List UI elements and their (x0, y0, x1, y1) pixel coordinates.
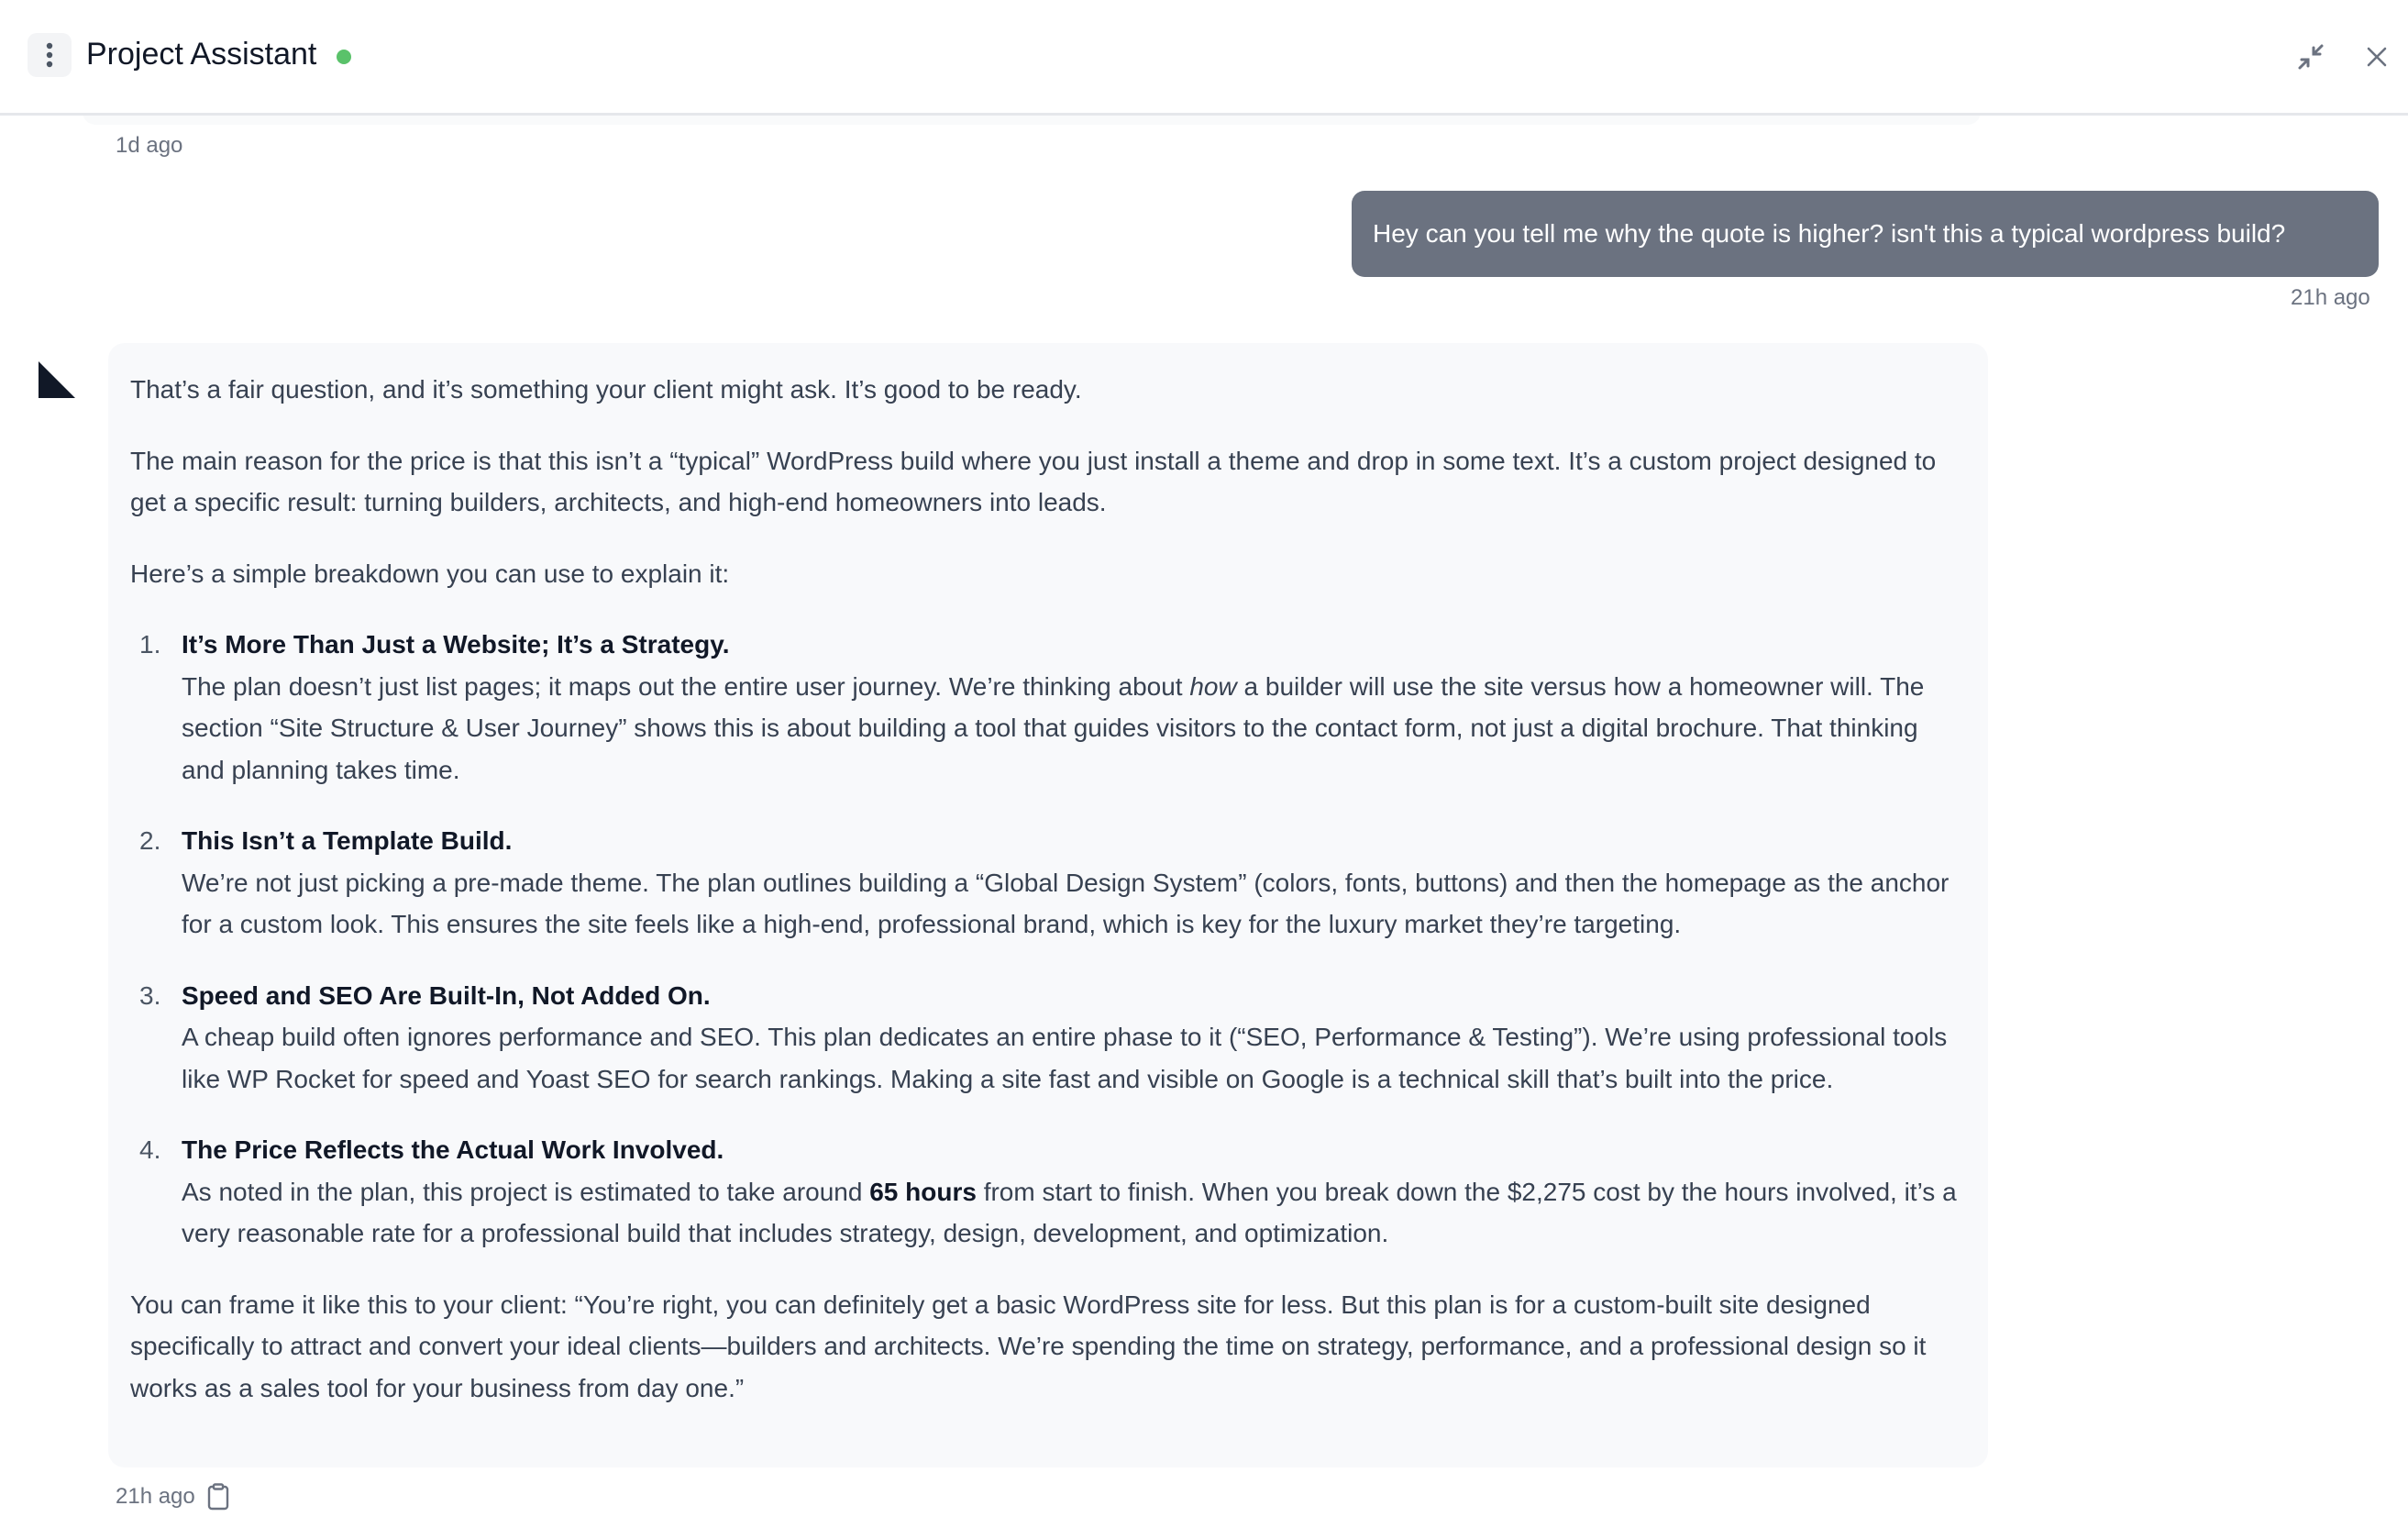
user-message-timestamp: 21h ago (2291, 285, 2370, 310)
assistant-paragraph: The main reason for the price is that this isn’t a “typical” WordPress build where you just install a theme and drop in some text. It’s a custom project designed to get a specific result: turning builders, architects, and high-end homeowners into leads. (130, 446, 1937, 516)
list-item-title: This Isn’t a Template Build. (182, 826, 513, 855)
body-text: from start to finish. When you break down the $2,275 cost by the hours involved, it’s a very reasonable rate for a professional build that includes strategy, design, development, and optimization. (182, 1177, 1957, 1247)
body-text: a builder will use the site versus how a homeowner will. The section “Site Structure & User Journey” shows this is about building a tool that guides visitors to the contact form, not just a digital brochure. That thinking and planning takes time. (182, 671, 1925, 784)
body-text: As noted in the plan, this project is estimated to take around (182, 1177, 870, 1206)
list-item-body (182, 672, 1924, 784)
user-message-bubble (1352, 191, 2379, 277)
list-item (130, 820, 1966, 946)
minimize-arrows-icon (2297, 43, 2325, 71)
body-text: The plan doesn’t just list pages; it maps out the entire user journey. We’re thinking about (182, 671, 1190, 701)
copy-clipboard-icon[interactable] (207, 1483, 229, 1511)
online-status-dot (337, 50, 351, 64)
minimize-button[interactable] (2294, 40, 2327, 73)
close-icon (2367, 47, 2387, 67)
assistant-paragraph: Here’s a simple breakdown you can use to explain it: (130, 559, 730, 588)
list-number: 3. (139, 980, 161, 1010)
list-item-title: The Price Reflects the Actual Work Involved. (182, 1135, 724, 1164)
list-item (130, 1129, 1966, 1255)
list-item-title: It’s More Than Just a Website; It’s a Strategy. (182, 630, 730, 659)
breakdown-list (130, 624, 1966, 1255)
list-number: 2. (139, 826, 161, 855)
assistant-message-bubble (108, 343, 1988, 1467)
list-number: 4. (139, 1135, 161, 1164)
assistant-message-timestamp: 21h ago (116, 1484, 195, 1509)
emphasis-text: how (1189, 671, 1237, 701)
more-options-button[interactable] (28, 33, 72, 77)
vertical-dots-icon (45, 42, 54, 68)
list-item (130, 975, 1966, 1101)
assistant-intro: That’s a fair question, and it’s something your client might ask. It’s good to be ready. (130, 375, 1082, 404)
assistant-closing: You can frame it like this to your client: “You’re right, you can definitely get a basic WordPress site for less. But this plan is for a custom-built site designed specifically to attract and convert your ideal clients—builders and architects. We’re spending the time on strategy, performance, and a professional design so it works as a sales tool for your business from day one.” (130, 1290, 1927, 1402)
user-message-text: Hey can you tell me why the quote is higher? isn't this a typical wordpress build? (1373, 219, 2286, 248)
list-item (130, 624, 1966, 791)
list-item-body (182, 1178, 1957, 1248)
close-button[interactable] (2360, 40, 2393, 73)
list-item-body: We’re not just picking a pre-made theme. The plan outlines building a “Global Design System” (colors, fonts, buttons) and then the homepage as the anchor for a custom look. This ensures the site feels like a high-end, professional brand, which is key for the luxury market they’re targeting. (182, 868, 1950, 938)
chat-title: Project Assistant (86, 37, 317, 72)
list-item-body: A cheap build often ignores performance and SEO. This plan dedicates an entire phase to it (“SEO, Performance & Testing”). We’re using professional tools like WP Rocket for speed and Yoast SEO for search rankings. Making a site fast and visible on Google is a technical skill that’s built into the price. (182, 1023, 1948, 1093)
chat-header (0, 0, 2408, 116)
list-number: 1. (139, 630, 161, 659)
list-item-title: Speed and SEO Are Built-In, Not Added On. (182, 980, 711, 1010)
previous-message-timestamp: 1d ago (116, 133, 183, 158)
assistant-avatar-icon (39, 361, 75, 398)
bold-text: 65 hours (869, 1177, 977, 1206)
